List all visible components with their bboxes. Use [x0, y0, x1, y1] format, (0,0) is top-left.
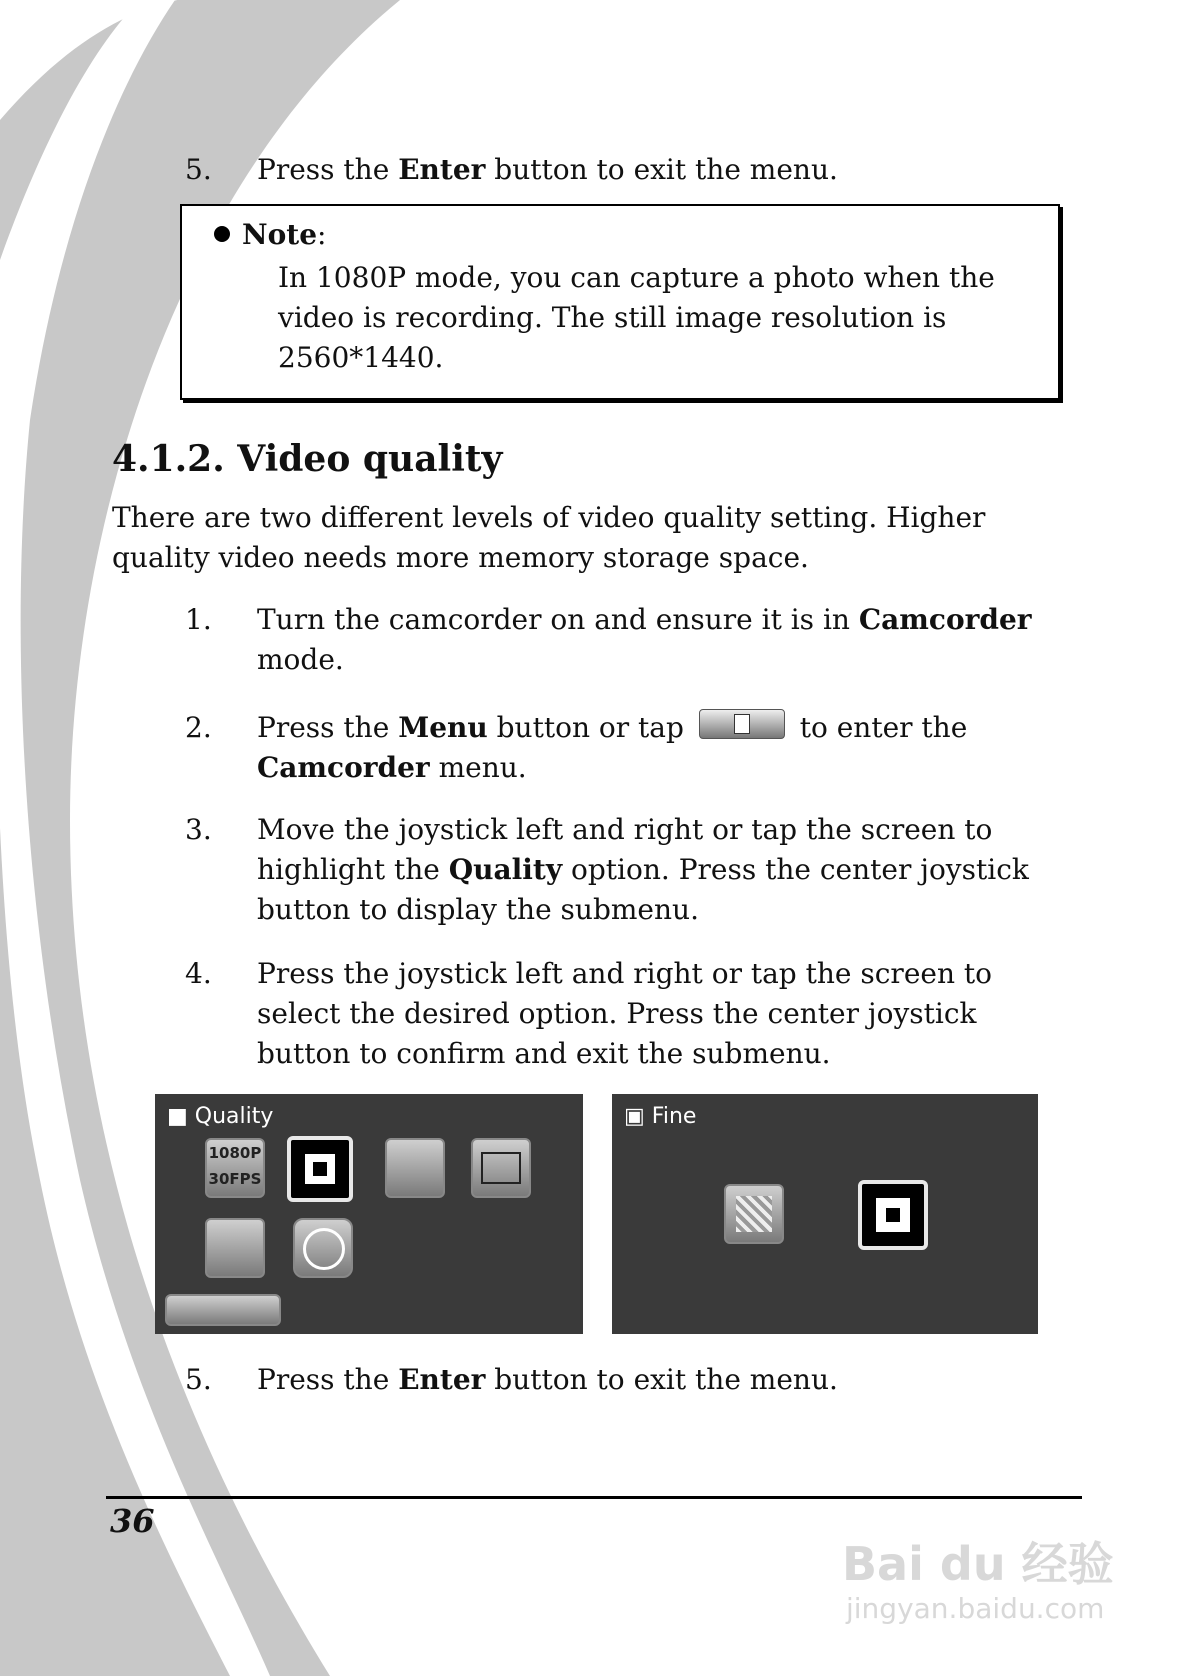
step-number: 1. [185, 603, 212, 636]
back-menu-icon [165, 1294, 281, 1326]
page-number: 36 [110, 1502, 155, 1540]
scene-icon [385, 1138, 445, 1198]
camcorder-icon: ■ [167, 1104, 195, 1129]
step-number: 2. [185, 711, 212, 744]
screen-title: ▣ Fine [624, 1104, 697, 1129]
watermark-url: jingyan.baidu.com [846, 1592, 1105, 1625]
note-title: Note: [214, 218, 326, 251]
screen-title: ■ Quality [167, 1104, 274, 1129]
section-heading: 4.1.2. Video quality [112, 438, 503, 480]
resolution-icon: 1080P 30FPS [205, 1138, 265, 1198]
watermark-logo: Bai du 经验 [842, 1537, 1114, 1591]
touch-icon [205, 1218, 265, 1278]
fine-quality-icon [858, 1180, 928, 1250]
menu-icon [699, 709, 785, 739]
section-intro: There are two different levels of video quality setting. Higher quality video needs more memory storage space. [112, 501, 986, 574]
note-box [180, 204, 1060, 400]
bullet-icon [214, 226, 230, 242]
step-number: 3. [185, 813, 212, 846]
frame-icon [471, 1138, 531, 1198]
step-number: 5. [185, 153, 212, 186]
normal-quality-icon [724, 1184, 784, 1244]
quality-icon [287, 1136, 353, 1202]
quality-menu-screenshot [155, 1094, 583, 1334]
footer-rule [106, 1496, 1082, 1499]
no-icon [293, 1218, 353, 1278]
quality-small-icon: ▣ [624, 1104, 652, 1129]
step-number: 4. [185, 957, 212, 990]
step-number: 5. [185, 1363, 212, 1396]
fine-submenu-screenshot [612, 1094, 1038, 1334]
note-body: In 1080P mode, you can capture a photo when the video is recording. The still image resolution is 2560*1440. [278, 261, 995, 374]
